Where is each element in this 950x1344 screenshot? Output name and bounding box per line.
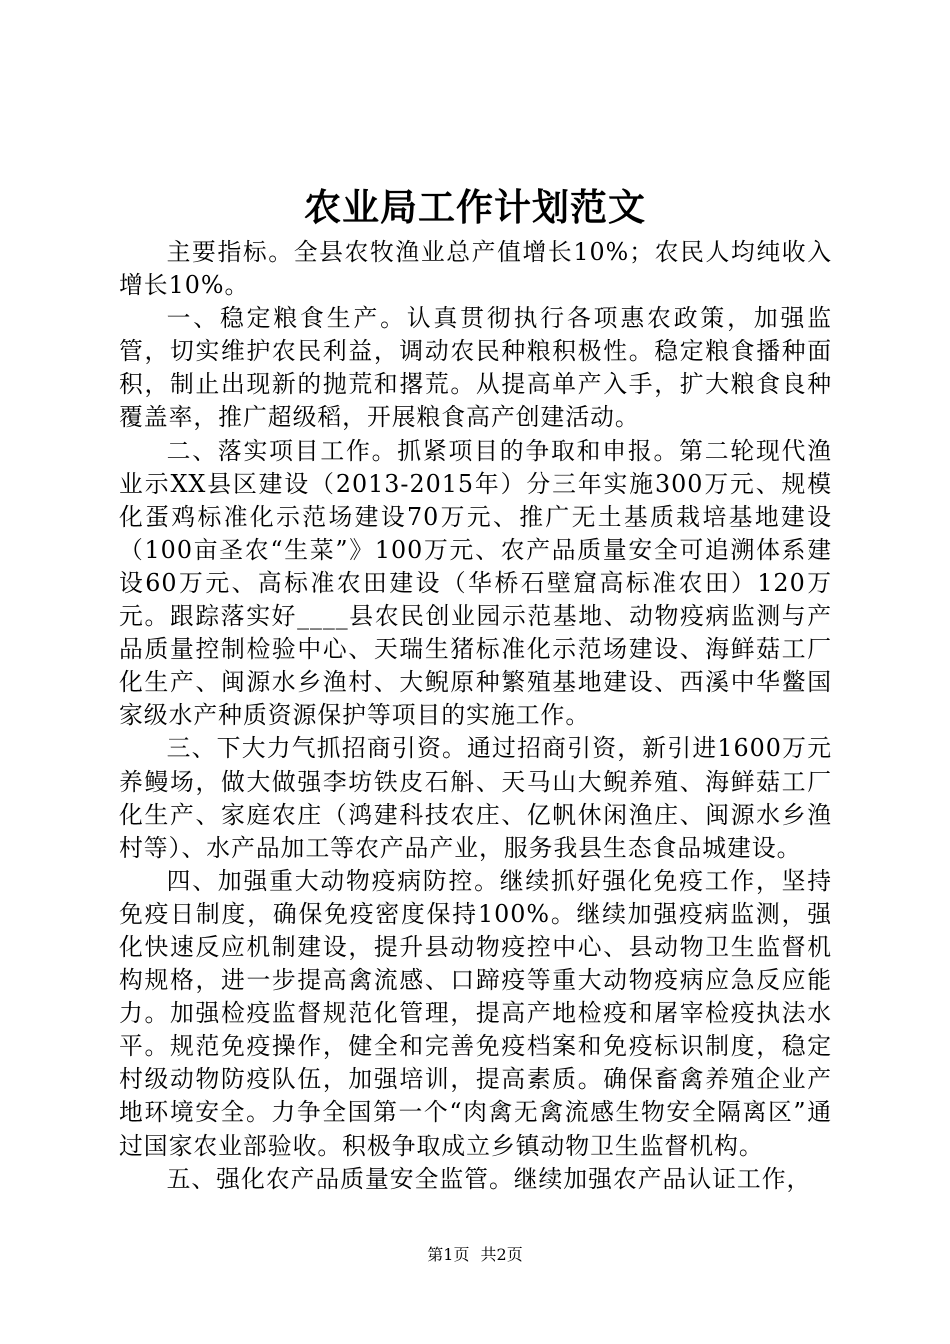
page-total: 共2页 [480, 1245, 523, 1264]
paragraph-quality-safety: 五、强化农产品质量安全监管。继续加强农产品认证工作， [166, 1164, 812, 1193]
page-footer [0, 1244, 950, 1266]
page-number: 第1页 [427, 1245, 470, 1264]
paragraph-project-work: 二、落实项目工作。抓紧项目的争取和申报。第二轮现代渔业示XX县区建设（2013-2015年）分三年实施300万元、规模化蛋鸡标准化示范场建设70万元、推广无土基质栽培基地建设（100亩圣农“生菜”》100万元、农产品质量安全可追溯体系建设60万元、高标准农田建设（华桥石壁窟高标准农田）120万元。跟踪落实好____县农民创业园示范基地、动物疫病监测与产品质量控制检验中心、天瑞生猪标准化示范场建设、海鲜菇工厂化生产、闽源水乡渔村、大鲵原种繁殖基地建设、西溪中华鳖国家级水产种质资源保护等项目的实施工作。 [119, 436, 832, 730]
document-body [119, 236, 832, 1196]
paragraph-investment: 三、下大力气抓招商引资。通过招商引资，新引进1600万元养鳗场，做大做强李坊铁皮石斛、天马山大鲵养殖、海鲜菇工厂化生产、家庭农庄（鸿建科技农庄、亿帆休闲渔庄、闽源水乡渔村等）、水产品加工等农产品产业，服务我县生态食品城建设。 [119, 734, 832, 862]
paragraph-main-indicators: 主要指标。全县农牧渔业总产值增长10%；农民人均纯收入增长10%。 [119, 238, 832, 300]
paragraph-epidemic-control: 四、加强重大动物疫病防控。继续抓好强化免疫工作，坚持免疫日制度，确保免疫密度保持100%。继续加强疫病监测，强化快速反应机制建设，提升县动物疫控中心、县动物卫生监督机构规格，进一步提高禽流感、口蹄疫等重大动物疫病应急反应能力。加强检疫监督规范化管理，提高产地检疫和屠宰检疫执法水平。规范免疫操作，健全和完善免疫档案和免疫标识制度，稳定村级动物防疫队伍，加强培训，提高素质。确保畜禽养殖企业产地环境安全。力争全国第一个“肉禽无禽流感生物安全隔离区”通过国家农业部验收。积极争取成立乡镇动物卫生监督机构。 [119, 866, 832, 1160]
document-title: 农业局工作计划范文 [304, 185, 646, 229]
paragraph-grain-production: 一、稳定粮食生产。认真贯彻执行各项惠农政策，加强监管，切实维护农民利益，调动农民种粮积极性。稳定粮食播种面积，制止出现新的抛荒和撂荒。从提高单产入手，扩大粮食良种覆盖率，推广超级稻，开展粮食高产创建活动。 [119, 304, 832, 432]
